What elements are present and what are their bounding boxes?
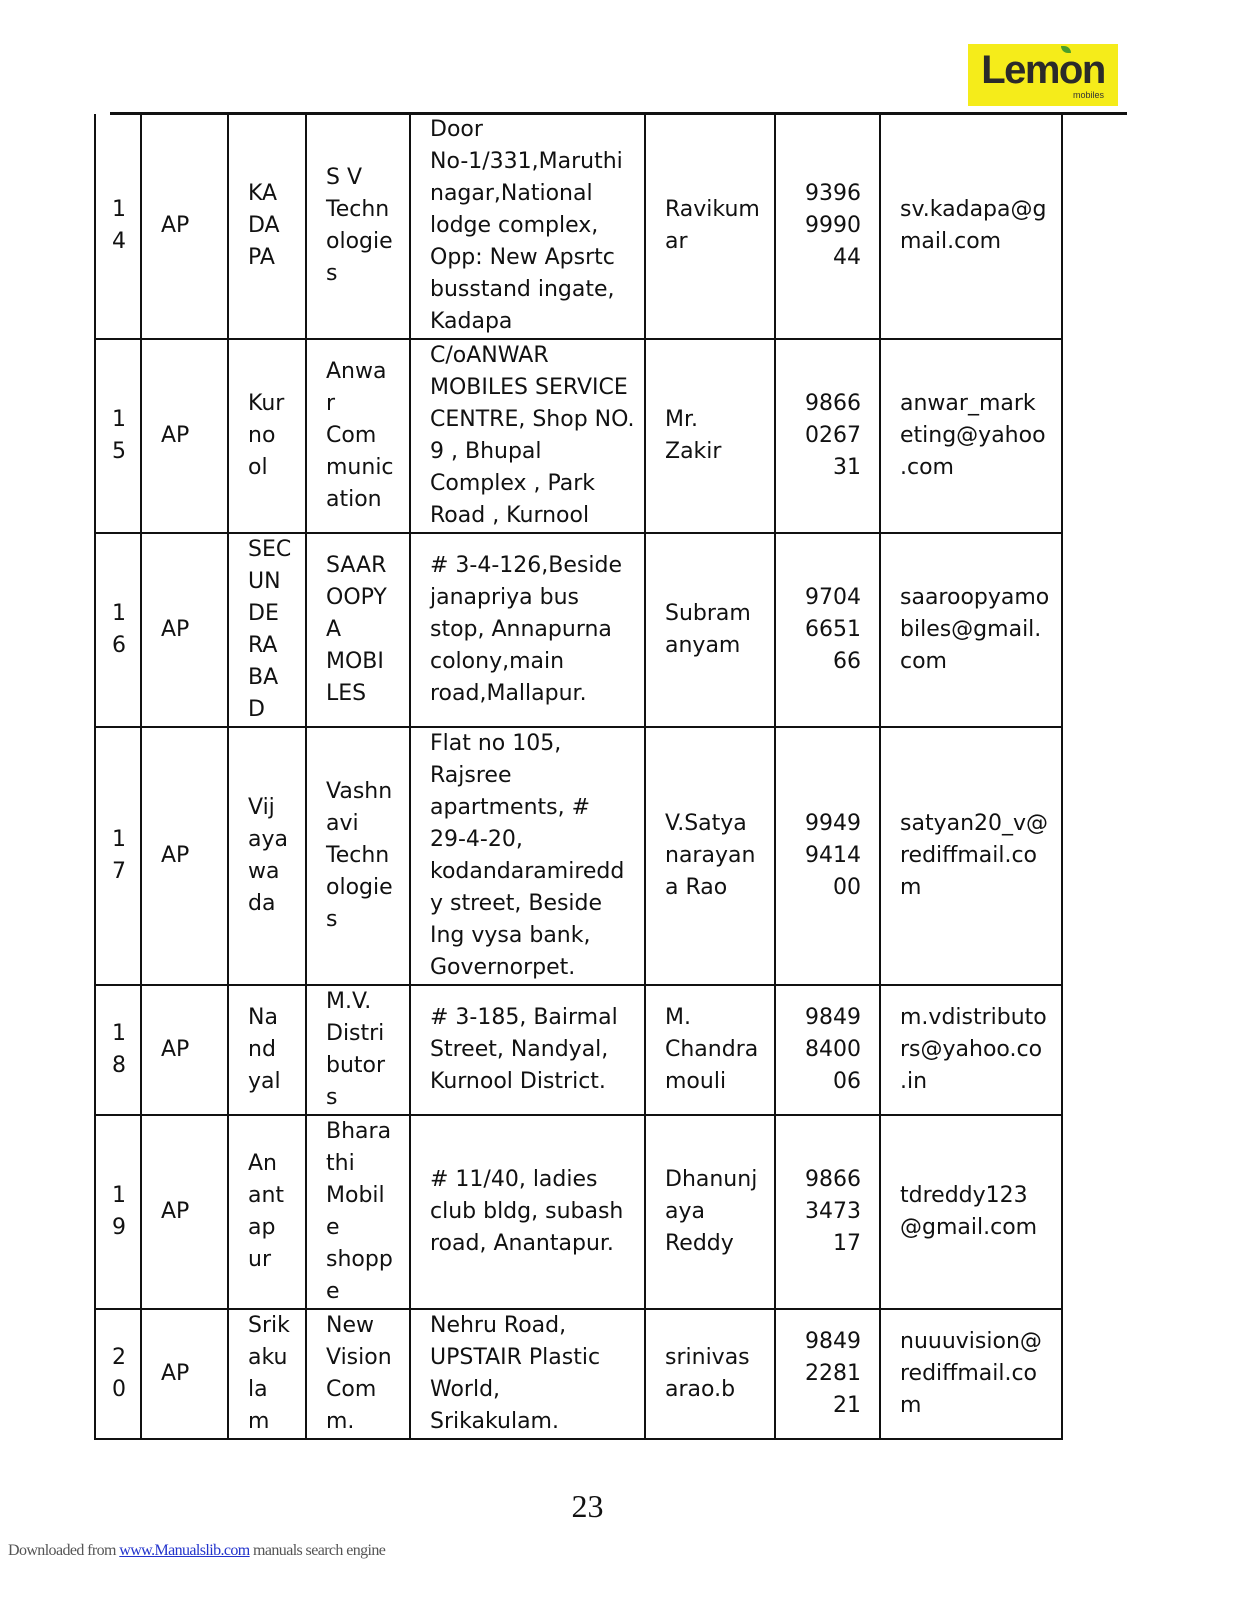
dealer-name: Bhara thi Mobil e shopp e <box>306 1115 410 1309</box>
city: Srik aku la m <box>228 1309 306 1439</box>
serial-number: 1 7 <box>95 727 141 985</box>
contact-person: Dhanunj aya Reddy <box>645 1115 775 1309</box>
email: satyan20_v@ rediffmail.co m <box>880 727 1062 985</box>
serial-number: 1 8 <box>95 985 141 1115</box>
city: Vij aya wa da <box>228 727 306 985</box>
contact-person: srinivas arao.b <box>645 1309 775 1439</box>
phone: 9866 3473 17 <box>775 1115 880 1309</box>
manualslib-link[interactable]: www.Manualslib.com <box>119 1542 250 1559</box>
logo-subtitle: mobiles <box>1072 90 1104 100</box>
contact-person: Mr. Zakir <box>645 339 775 533</box>
dealer-name: New Vision Com m. <box>306 1309 410 1439</box>
email: saaroopyamo biles@gmail. com <box>880 533 1062 727</box>
serial-number: 2 0 <box>95 1309 141 1439</box>
table-row <box>95 339 1062 533</box>
address: Flat no 105, Rajsree apartments, # 29-4-20, kodandaramiredd y street, Beside Ing vysa bank, Governorpet. <box>410 727 645 985</box>
dealer-name: Vashn avi Techn ologie s <box>306 727 410 985</box>
phone: 9849 8400 06 <box>775 985 880 1115</box>
serial-number: 1 6 <box>95 533 141 727</box>
footer-suffix: manuals search engine <box>249 1542 386 1559</box>
address: Nehru Road, UPSTAIR Plastic World, Srikakulam. <box>410 1309 645 1439</box>
serial-number: 1 9 <box>95 1115 141 1309</box>
contact-person: Ravikum ar <box>645 114 775 339</box>
address: # 3-185, Bairmal Street, Nandyal, Kurnool District. <box>410 985 645 1115</box>
state: AP <box>141 727 228 985</box>
phone: 9849 2281 21 <box>775 1309 880 1439</box>
address: # 3-4-126,Beside janapriya bus stop, Annapurna colony,main road,Mallapur. <box>410 533 645 727</box>
dealer-name: S V Techn ologie s <box>306 114 410 339</box>
table-row <box>95 114 1062 339</box>
page-number: 23 <box>571 1488 604 1524</box>
phone: 9396 9990 44 <box>775 114 880 339</box>
lemon-logo <box>968 44 1118 106</box>
city: Kur no ol <box>228 339 306 533</box>
state: AP <box>141 339 228 533</box>
contact-person: V.Satya narayan a Rao <box>645 727 775 985</box>
city: An ant ap ur <box>228 1115 306 1309</box>
table-row <box>95 727 1062 985</box>
phone: 9704 6651 66 <box>775 533 880 727</box>
city: Na nd yal <box>228 985 306 1115</box>
state: AP <box>141 533 228 727</box>
state: AP <box>141 1309 228 1439</box>
state: AP <box>141 985 228 1115</box>
city: SEC UN DE RA BA D <box>228 533 306 727</box>
footer-prefix: Downloaded from <box>8 1542 120 1559</box>
phone: 9949 9414 00 <box>775 727 880 985</box>
email: anwar_mark eting@yahoo .com <box>880 339 1062 533</box>
dealer-name: Anwa r Com munic ation <box>306 339 410 533</box>
contact-person: Subram anyam <box>645 533 775 727</box>
email: tdreddy123 @gmail.com <box>880 1115 1062 1309</box>
email: nuuuvision@ rediffmail.co m <box>880 1309 1062 1439</box>
download-footer <box>8 1542 385 1560</box>
logo-wordmark: Lemon <box>981 48 1105 92</box>
table-row <box>95 1309 1062 1439</box>
table-row <box>95 1115 1062 1309</box>
state: AP <box>141 114 228 339</box>
email: m.vdistributo rs@yahoo.co .in <box>880 985 1062 1115</box>
city: KA DA PA <box>228 114 306 339</box>
phone: 9866 0267 31 <box>775 339 880 533</box>
dealer-table <box>94 114 1063 1440</box>
table-row <box>95 985 1062 1115</box>
address: Door No-1/331,Maruthi nagar,National lodge complex, Opp: New Apsrtc busstand ingate, Kadapa <box>410 114 645 339</box>
contact-person: M. Chandra mouli <box>645 985 775 1115</box>
serial-number: 1 5 <box>95 339 141 533</box>
address: # 11/40, ladies club bldg, subash road, Anantapur. <box>410 1115 645 1309</box>
serial-number: 1 4 <box>95 114 141 339</box>
dealer-name: SAAR OOPY A MOBI LES <box>306 533 410 727</box>
state: AP <box>141 1115 228 1309</box>
email: sv.kadapa@g mail.com <box>880 114 1062 339</box>
address: C/oANWAR MOBILES SERVICE CENTRE, Shop NO. 9 , Bhupal Complex , Park Road , Kurnool <box>410 339 645 533</box>
dealer-name: M.V. Distri butor s <box>306 985 410 1115</box>
table-row <box>95 533 1062 727</box>
